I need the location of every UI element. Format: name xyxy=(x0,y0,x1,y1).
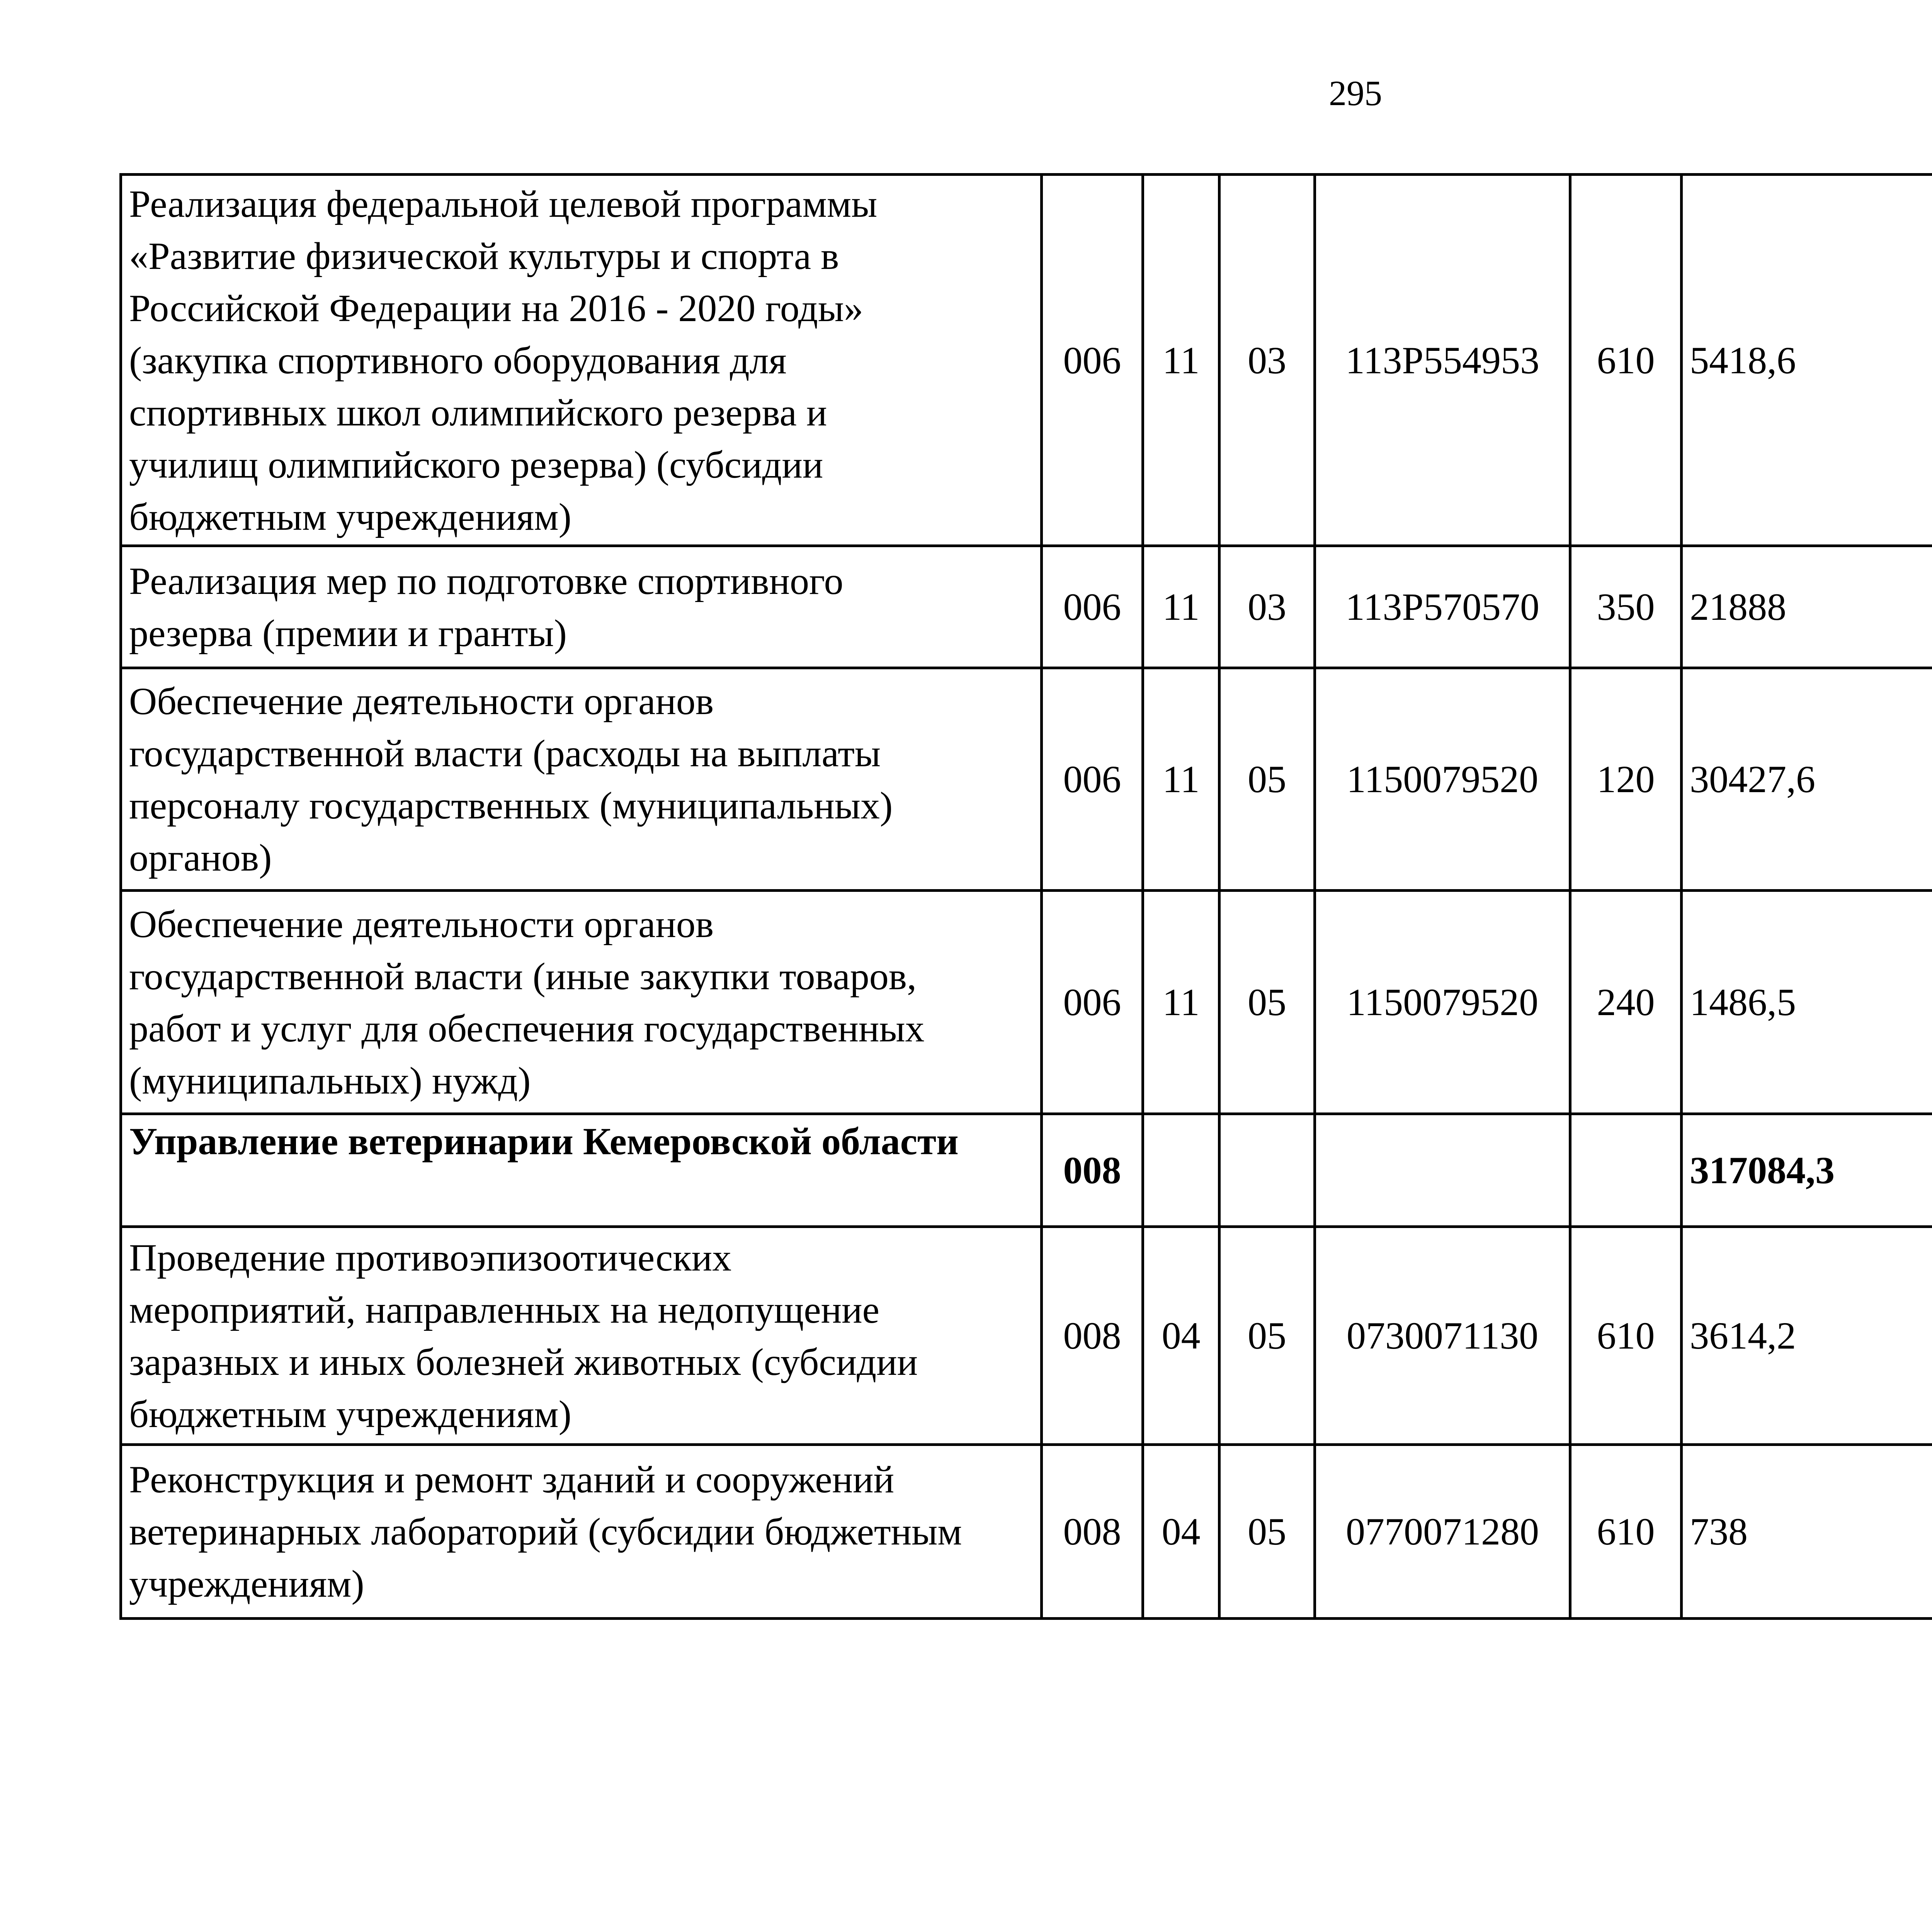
department-code: 006 xyxy=(1042,891,1143,1114)
department-code: 008 xyxy=(1042,1114,1143,1227)
expense-name: Проведение противоэпизоотических мероприятий, направленных на недопущение заразных и иных болезней животных (субсидии бюджетным учреждениям) xyxy=(121,1227,1042,1445)
amount-year-1: 21888 xyxy=(1682,546,1932,668)
table-row xyxy=(121,1445,1932,1619)
table-row xyxy=(121,1114,1932,1227)
expense-type-code: 610 xyxy=(1570,1445,1682,1619)
subsection-code: 05 xyxy=(1219,1445,1315,1619)
section-code: 04 xyxy=(1143,1445,1219,1619)
expense-type-code: 610 xyxy=(1570,1227,1682,1445)
target-article-code: 113P570570 xyxy=(1315,546,1570,668)
amount-year-1: 5418,6 xyxy=(1682,175,1932,546)
expense-name: Обеспечение деятельности органов государственной власти (иные закупки товаров, работ и услуг для обеспечения государственных (муниципальных) нужд) xyxy=(121,891,1042,1114)
page-number: 295 xyxy=(1329,73,1382,113)
amount-year-1: 738 xyxy=(1682,1445,1932,1619)
table-row xyxy=(121,1227,1932,1445)
amount-year-1: 317084,3 xyxy=(1682,1114,1932,1227)
expense-type-code: 120 xyxy=(1570,668,1682,891)
table-row xyxy=(121,891,1932,1114)
expense-name: Реконструкция и ремонт зданий и сооружений ветеринарных лабораторий (субсидии бюджетным учреждениям) xyxy=(121,1445,1042,1619)
expense-name: Реализация федеральной целевой программы «Развитие физической культуры и спорта в Российской Федерации на 2016 - 2020 годы» (закупка спортивного оборудования для спортивных школ олимпийского резерва и училищ олимпийского резерва) (субсидии бюджетным учреждениям) xyxy=(121,175,1042,546)
section-code: 11 xyxy=(1143,891,1219,1114)
subsection-code: 03 xyxy=(1219,546,1315,668)
subsection-code xyxy=(1219,1114,1315,1227)
section-code: 04 xyxy=(1143,1227,1219,1445)
department-code: 008 xyxy=(1042,1227,1143,1445)
expense-name: Реализация мер по подготовке спортивного резерва (премии и гранты) xyxy=(121,546,1042,668)
department-code: 006 xyxy=(1042,546,1143,668)
department-code: 006 xyxy=(1042,175,1143,546)
budget-table xyxy=(119,173,1932,1620)
expense-type-code xyxy=(1570,1114,1682,1227)
subsection-code: 05 xyxy=(1219,668,1315,891)
department-code: 006 xyxy=(1042,668,1143,891)
table-row xyxy=(121,546,1932,668)
target-article-code: 0730071130 xyxy=(1315,1227,1570,1445)
target-article-code xyxy=(1315,1114,1570,1227)
section-code: 11 xyxy=(1143,546,1219,668)
table-row xyxy=(121,175,1932,546)
expense-type-code: 610 xyxy=(1570,175,1682,546)
target-article-code: 113P554953 xyxy=(1315,175,1570,546)
section-code xyxy=(1143,1114,1219,1227)
subsection-code: 05 xyxy=(1219,1227,1315,1445)
expense-type-code: 240 xyxy=(1570,891,1682,1114)
expense-type-code: 350 xyxy=(1570,546,1682,668)
amount-year-1: 30427,6 xyxy=(1682,668,1932,891)
amount-year-1: 1486,5 xyxy=(1682,891,1932,1114)
department-code: 008 xyxy=(1042,1445,1143,1619)
table-row xyxy=(121,668,1932,891)
section-code: 11 xyxy=(1143,175,1219,546)
expense-name: Обеспечение деятельности органов государственной власти (расходы на выплаты персоналу государственных (муниципальных) органов) xyxy=(121,668,1042,891)
amount-year-1: 3614,2 xyxy=(1682,1227,1932,1445)
subsection-code: 03 xyxy=(1219,175,1315,546)
target-article-code: 1150079520 xyxy=(1315,668,1570,891)
target-article-code: 1150079520 xyxy=(1315,891,1570,1114)
target-article-code: 0770071280 xyxy=(1315,1445,1570,1619)
section-code: 11 xyxy=(1143,668,1219,891)
expense-name: Управление ветеринарии Кемеровской области xyxy=(121,1114,1042,1227)
subsection-code: 05 xyxy=(1219,891,1315,1114)
